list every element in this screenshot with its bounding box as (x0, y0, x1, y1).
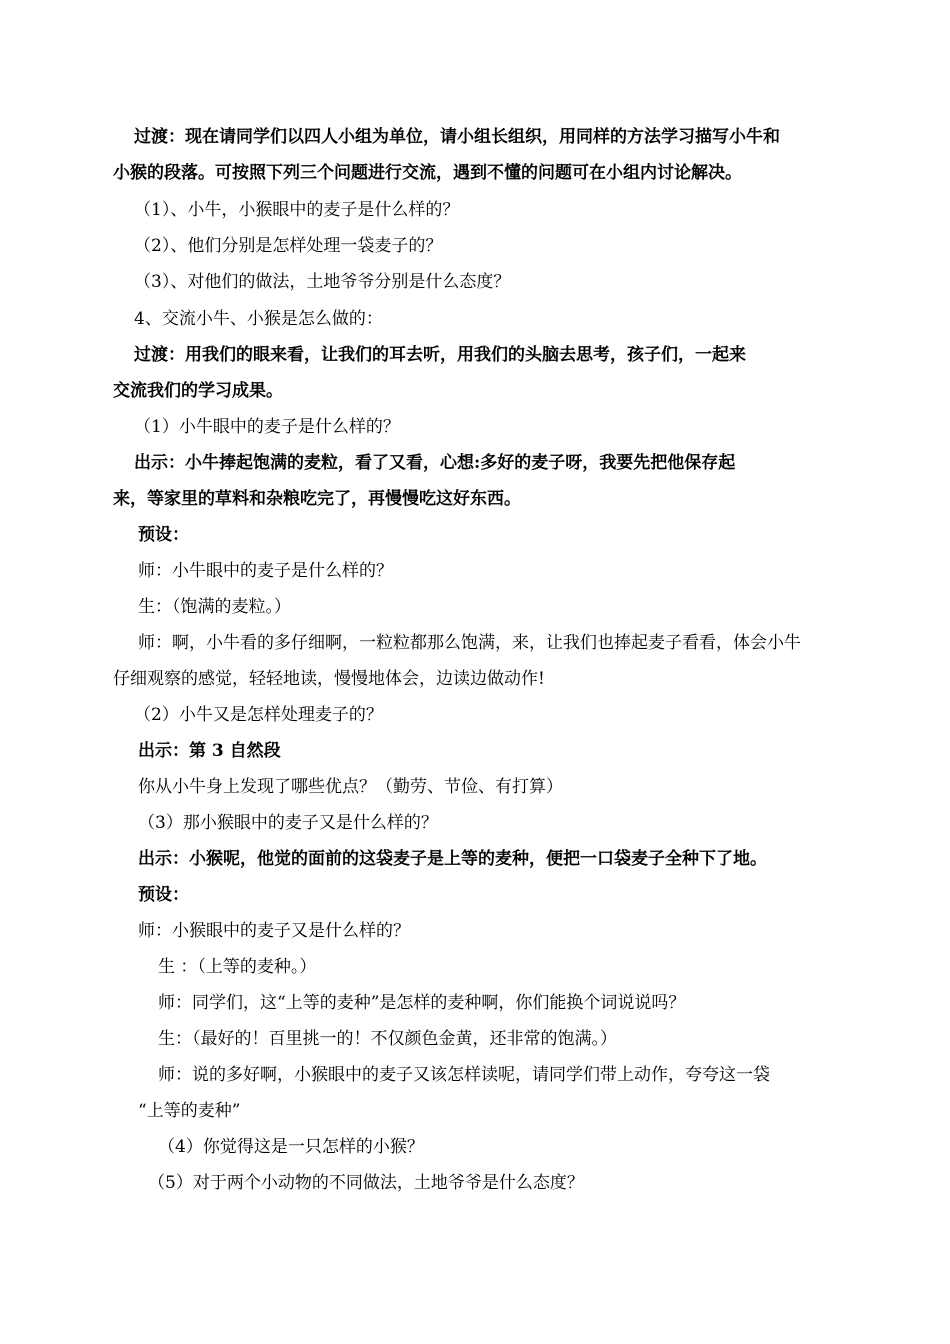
transition-2-line-1: 过渡：用我们的眼来看，让我们的耳去听，用我们的头脑去思考，孩子们，一起来 (134, 345, 746, 365)
item-2: （2）小牛又是怎样处理麦子的？ (134, 705, 383, 725)
teacher-line-3: 师：小猴眼中的麦子又是什么样的？ (138, 921, 410, 941)
transition-line-1: 过渡：现在请同学们以四人小组为单位，请小组长组织，用同样的方法学习描写小牛和 (134, 127, 780, 147)
item-1: （1）小牛眼中的麦子是什么样的？ (134, 417, 400, 437)
section-4-heading: 4、交流小牛、小猴是怎么做的： (134, 309, 383, 329)
item-5: （5）对于两个小动物的不同做法，土地爷爷是什么态度？ (148, 1173, 584, 1193)
show-1-line-1: 出示：小牛捧起饱满的麦粒，看了又看，心想:多好的麦子呀，我要先把他保存起 (134, 453, 736, 473)
teacher-line-1: 师：小牛眼中的麦子是什么样的？ (138, 561, 393, 581)
student-line-2: 生 ：（上等的麦种。） (158, 957, 317, 977)
teacher-line-2b: 仔细观察的感觉，轻轻地读，慢慢地体会，边读边做动作! (113, 669, 545, 689)
student-line-1: 生：（饱满的麦粒。） (138, 597, 291, 617)
preset-label-2: 预设： (138, 885, 189, 905)
question-3: （3）、对他们的做法，土地爷爷分别是什么态度？ (134, 272, 511, 292)
student-line-3: 生：（最好的！百里挑一的！不仅颜色金黄，还非常的饱满。） (158, 1029, 617, 1049)
teacher-line-4: 师：同学们，这“上等的麦种”是怎样的麦种啊，你们能换个词说说吗？ (158, 993, 686, 1013)
question-1: （1）、小牛，小猴眼中的麦子是什么样的？ (134, 200, 460, 220)
transition-2-line-2: 交流我们的学习成果。 (113, 381, 283, 401)
teacher-line-5b: “上等的麦种” (138, 1101, 241, 1121)
teacher-line-2a: 师：啊，小牛看的多仔细啊，一粒粒都那么饱满，来，让我们也捧起麦子看看，体会小牛 (138, 633, 801, 653)
preset-label-1: 预设： (138, 525, 189, 545)
show-2: 出示：第 3 自然段 (138, 741, 281, 761)
question-2: （2）、他们分别是怎样处理一袋麦子的？ (134, 236, 443, 256)
item-4: （4）你觉得这是一只怎样的小猴？ (158, 1137, 424, 1157)
item-3: （3）那小猴眼中的麦子又是什么样的？ (138, 813, 438, 833)
show-1-line-2: 来，等家里的草料和杂粮吃完了，再慢慢吃这好东西。 (113, 489, 521, 509)
virtues-question: 你从小牛身上发现了哪些优点？（勤劳、节俭、有打算） (138, 777, 563, 797)
show-3: 出示：小猴呢，他觉的面前的这袋麦子是上等的麦种，便把一口袋麦子全种下了地。 (138, 849, 767, 869)
teacher-line-5a: 师：说的多好啊，小猴眼中的麦子又该怎样读呢，请同学们带上动作，夸夸这一袋 (158, 1065, 770, 1085)
transition-line-2: 小猴的段落。可按照下列三个问题进行交流，遇到不懂的问题可在小组内讨论解决。 (113, 163, 742, 183)
